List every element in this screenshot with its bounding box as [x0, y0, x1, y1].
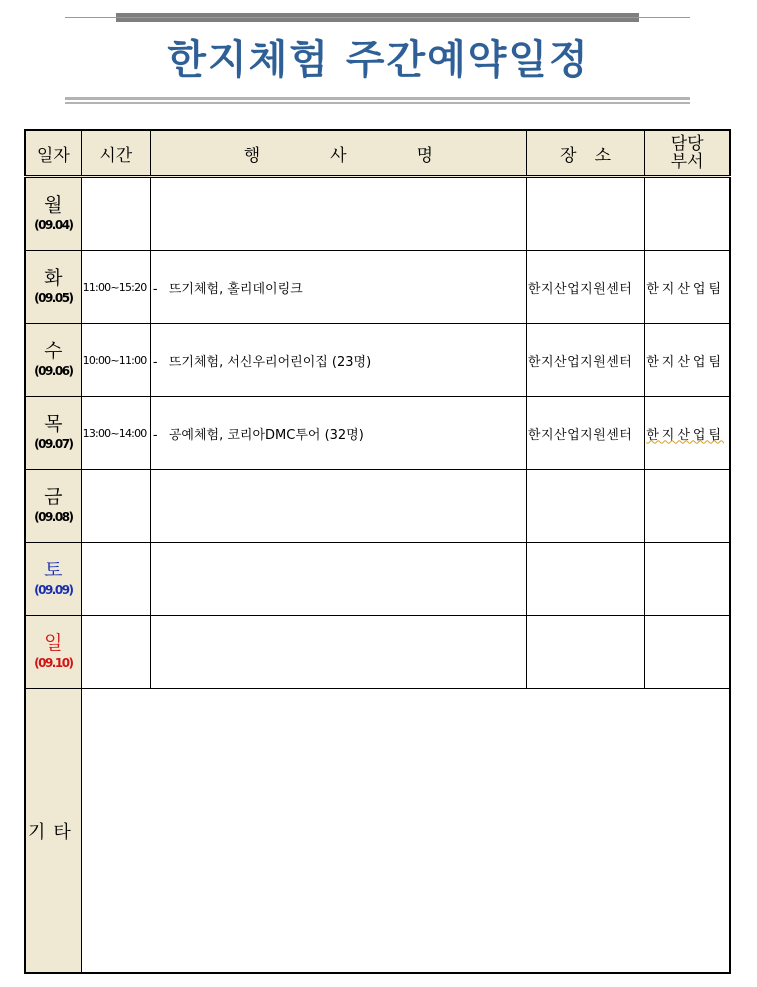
day-name: 금 [44, 486, 63, 508]
header-dept-line1: 담당 [670, 134, 704, 154]
event-text: 뜨기체험, 홀리데이링크 [168, 281, 303, 297]
header-day: 일자 [25, 130, 81, 177]
day-name: 월 [44, 194, 63, 216]
day-date: (09.07) [34, 437, 73, 451]
event-cell [150, 177, 526, 251]
time-cell [81, 616, 150, 689]
header-event: 행사명 [150, 130, 526, 177]
table-row [25, 177, 730, 251]
place-cell [526, 616, 644, 689]
table-row [25, 324, 730, 397]
header-decor-line [65, 17, 690, 18]
table-row [25, 470, 730, 543]
event-cell [150, 543, 526, 616]
time-cell [81, 470, 150, 543]
etc-label: 기타 [25, 689, 81, 974]
event-text: 뜨기체험, 서신우리어린이집 (23명) [168, 354, 372, 370]
day-date: (09.04) [34, 218, 73, 232]
place-cell: 한지산업지원센터 [526, 324, 644, 397]
event-dash: - [152, 281, 158, 297]
table-row [25, 616, 730, 689]
day-cell [25, 251, 81, 324]
day-date: (09.09) [34, 583, 73, 597]
title-underline [65, 97, 690, 100]
event-text: 공예체험, 코리아DMC투어 (32명) [168, 427, 364, 443]
dept-cell [645, 616, 730, 689]
day-cell [25, 543, 81, 616]
day-cell [25, 177, 81, 251]
time-cell [81, 543, 150, 616]
day-name: 화 [44, 267, 63, 289]
day-name: 토 [44, 559, 63, 581]
place-cell [526, 543, 644, 616]
day-name: 수 [44, 340, 63, 362]
day-name: 일 [44, 632, 63, 654]
event-cell [150, 324, 526, 397]
day-date: (09.05) [34, 291, 73, 305]
dept-text: 한지산업팀 [646, 427, 725, 443]
dept-cell [645, 543, 730, 616]
event-cell [150, 251, 526, 324]
table-row [25, 251, 730, 324]
dept-cell: 한지산업팀 [645, 251, 730, 324]
day-date: (09.06) [34, 364, 73, 378]
place-cell [526, 470, 644, 543]
page-title: 한지체험 주간예약일정 [167, 37, 590, 83]
day-cell [25, 397, 81, 470]
place-cell [526, 177, 644, 251]
table-header-row [25, 130, 730, 177]
event-dash: - [152, 427, 158, 443]
time-cell [81, 177, 150, 251]
dept-cell [645, 177, 730, 251]
day-name: 목 [44, 413, 63, 435]
place-cell: 한지산업지원센터 [526, 397, 644, 470]
day-cell [25, 470, 81, 543]
event-dash: - [152, 354, 158, 370]
event-cell [150, 397, 526, 470]
day-date: (09.08) [34, 510, 73, 524]
time-cell: 10:00~11:00 [81, 324, 150, 397]
event-cell [150, 470, 526, 543]
etc-row [25, 689, 730, 974]
place-cell: 한지산업지원센터 [526, 251, 644, 324]
day-cell [25, 324, 81, 397]
time-cell: 11:00~15:20 [81, 251, 150, 324]
etc-content [81, 689, 730, 974]
time-cell: 13:00~14:00 [81, 397, 150, 470]
dept-cell [645, 470, 730, 543]
header-time: 시간 [81, 130, 150, 177]
header-dept [645, 130, 730, 177]
table-row [25, 397, 730, 470]
header-place: 장소 [526, 130, 644, 177]
schedule-table [24, 129, 731, 974]
table-row [25, 543, 730, 616]
day-cell [25, 616, 81, 689]
event-cell [150, 616, 526, 689]
dept-cell [645, 397, 730, 470]
day-date: (09.10) [34, 656, 73, 670]
title-underline-2 [65, 102, 690, 104]
dept-cell: 한지산업팀 [645, 324, 730, 397]
header-dept-line2: 부서 [670, 152, 704, 172]
